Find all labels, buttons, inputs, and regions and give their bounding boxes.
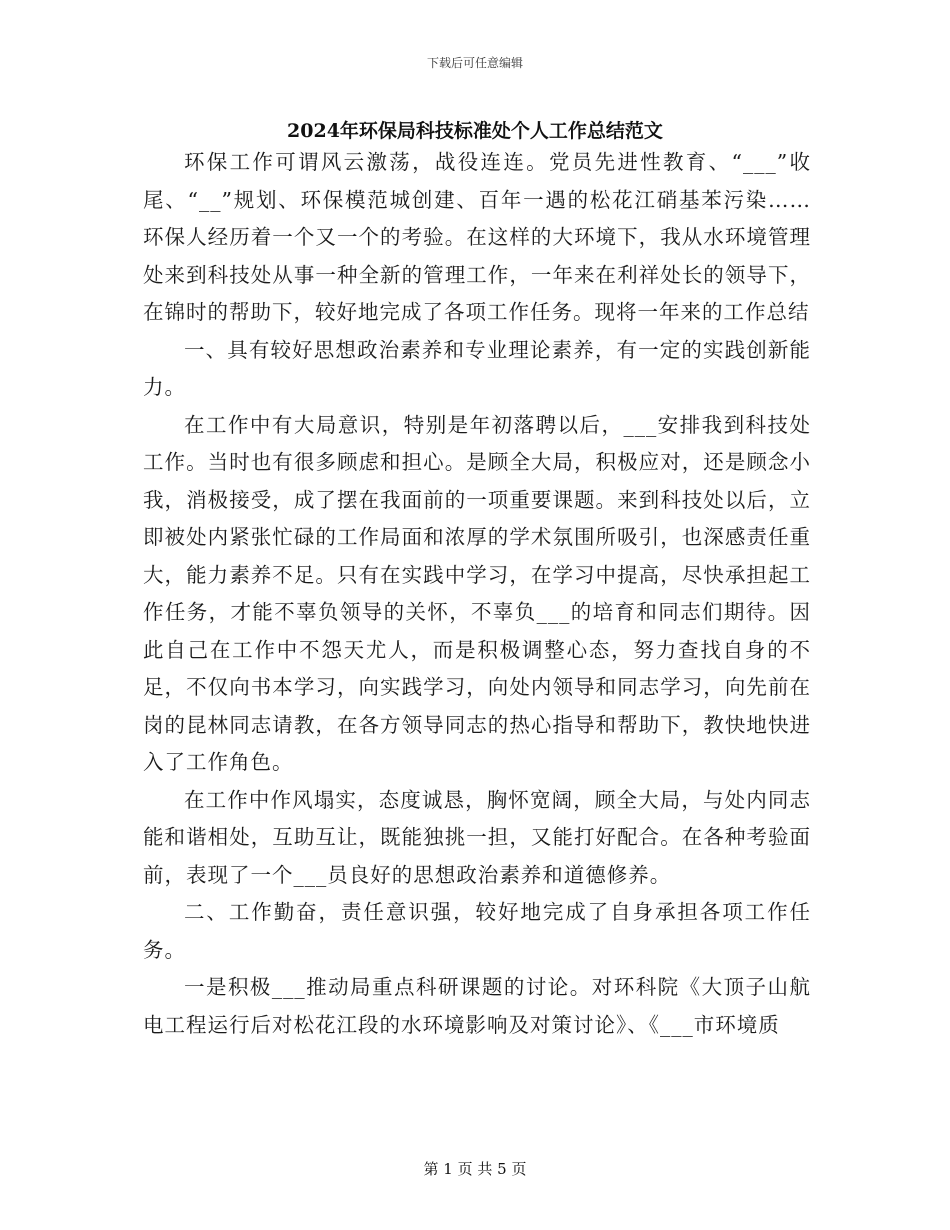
document-body — [143, 144, 811, 1044]
paragraph-work-style: 在工作中作风塌实，态度诚恳，胸怀宽阔，顾全大局，与处内同志能和谐相处，互助互让，既能独挑一担，又能打好配合。在各种考验面前，表现了一个___员良好的思想政治素养和道德修养。 — [143, 787, 811, 887]
header-note: 下载后可任意编辑 — [426, 56, 523, 70]
paragraph-research-topics: 一是积极___推动局重点科研课题的讨论。对环科院《大顶子山航电工程运行后对松花江段的水环境影响及对策讨论》、《___市环境质 — [143, 975, 811, 1037]
page-number-footer: 第 1 页 共 5 页 — [423, 1160, 527, 1178]
document-title: 2024年环保局科技标准处个人工作总结范文 — [287, 120, 663, 142]
paragraph-big-picture: 在工作中有大局意识，特别是年初落聘以后，___安排我到科技处工作。当时也有很多顾虑和担心。是顾全大局，积极应对，还是顾念小我，消极接受，成了摆在我面前的一项重要课题。来到科技处以后，立即被处内紧张忙碌的工作局面和浓厚的学术氛围所吸引，也深感责任重大，能力素养不足。只有在实践中学习，在学习中提高，尽快承担起工作任务，才能不辜负领导的关怀，不辜负___的培育和同志们期待。因此自己在工作中不怨天尤人，而是积极调整心态，努力查找自身的不足，不仅向书本学习，向实践学习，向处内领导和同志学习，向先前在岗的昆林同志请教，在各方领导同志的热心指导和帮助下，教快地快进入了工作角色。 — [143, 412, 811, 774]
paragraph-intro: 环保工作可谓风云激荡，战役连连。党员先进性教育、“___”收尾、“__”规划、环保模范城创建、百年一遇的松花江硝基苯污染……环保人经历着一个又一个的考验。在这样的大环境下，我从水环境管理处来到科技处从事一种全新的管理工作，一年来在利祥处长的领导下，在锦时的帮助下，较好地完成了各项工作任务。现将一年来的工作总结 — [143, 150, 811, 324]
paragraph-section-two-heading: 二、工作勤奋，责任意识强，较好地完成了自身承担各项工作任务。 — [143, 900, 811, 962]
paragraph-section-one-heading: 一、具有较好思想政治素养和专业理论素养，有一定的实践创新能力。 — [143, 337, 811, 399]
